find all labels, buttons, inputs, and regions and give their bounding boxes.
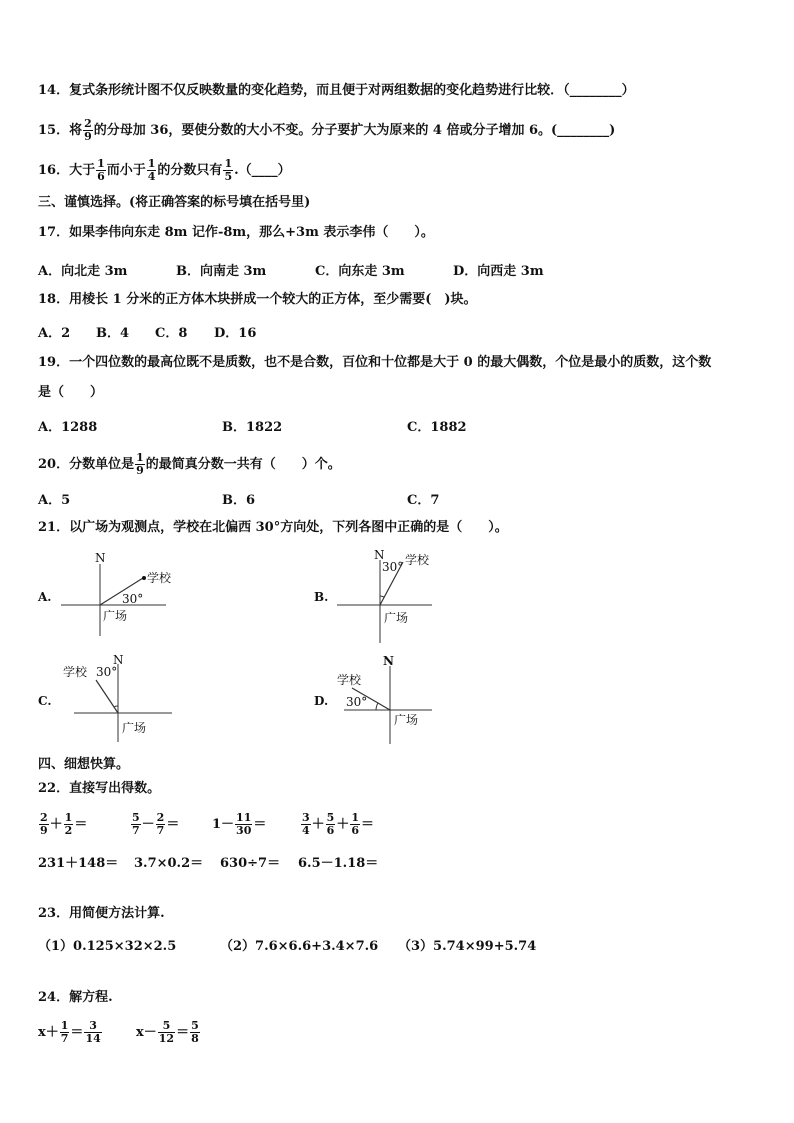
question-16-mid: 而小于 bbox=[106, 163, 146, 178]
q22-calc-3: 630÷7＝ bbox=[220, 856, 281, 871]
figure-d-angle-label: 30° bbox=[346, 695, 368, 709]
figure-c-north-label: N bbox=[113, 653, 124, 667]
question-14 bbox=[38, 82, 635, 100]
q24-eq1-frac-left: $\frac{1}{7}$ bbox=[60, 1019, 69, 1045]
q22-e4-op2: ＋ bbox=[336, 817, 350, 832]
q24-equation-2 bbox=[136, 1020, 201, 1045]
figure-a-diagram bbox=[36, 548, 196, 643]
fraction-1-4: $\frac{1}{4}$ bbox=[147, 157, 156, 183]
q23-item-2: （2）7.6×6.6+3.4×7.6 bbox=[220, 939, 379, 954]
figure-a-letter: A. bbox=[38, 590, 52, 604]
q22-e2-frac-b: $\frac{2}{7}$ bbox=[156, 811, 165, 837]
q17-option-d[interactable]: D．向西走 3m bbox=[453, 264, 544, 279]
q24-eq1-pre: x＋ bbox=[38, 1025, 59, 1040]
q22-e4-op: ＋ bbox=[311, 817, 325, 832]
question-19-stem-line2 bbox=[38, 384, 103, 402]
q19-option-b[interactable]: B．1822 bbox=[222, 420, 283, 435]
section-3-title bbox=[38, 194, 310, 212]
q23-item-3: （3）5.74×99+5.74 bbox=[398, 939, 537, 954]
q22-calc-2: 3.7×0.2＝ bbox=[134, 856, 204, 871]
figure-d-north-label: N bbox=[383, 654, 394, 668]
question-19-stem-line1 bbox=[38, 354, 711, 372]
q24-eq2-eq: ＝ bbox=[176, 1025, 190, 1040]
figure-c[interactable] bbox=[36, 652, 196, 751]
question-18-stem bbox=[38, 291, 477, 309]
question-22-stem-text: 22．直接写出得数。 bbox=[38, 781, 161, 796]
q18-option-d[interactable]: D．16 bbox=[214, 326, 257, 341]
figure-d[interactable] bbox=[312, 652, 472, 751]
figure-c-letter: C. bbox=[38, 694, 52, 708]
figure-d-letter: D. bbox=[314, 694, 329, 708]
q23-item-1: （1）0.125×32×2.5 bbox=[38, 939, 177, 954]
q24-eq1-eq: ＝ bbox=[70, 1025, 84, 1040]
q22-e2-op: － bbox=[141, 817, 155, 832]
q22-e1-eq: ＝ bbox=[74, 817, 88, 832]
figure-d-square-label: 广场 bbox=[394, 713, 419, 727]
q22-e2-eq: ＝ bbox=[166, 817, 180, 832]
figure-b-school-label: 学校 bbox=[405, 553, 430, 567]
question-23-stem bbox=[38, 905, 165, 923]
question-24-stem-text: 24．解方程. bbox=[38, 990, 113, 1005]
question-20-post: 的最简真分数一共有（ ）个。 bbox=[145, 457, 341, 472]
q22-calc-1: 231＋148＝ bbox=[38, 856, 119, 871]
question-24-stem bbox=[38, 989, 113, 1007]
q18-option-c[interactable]: C．8 bbox=[155, 326, 188, 341]
section-4-title bbox=[38, 756, 129, 774]
q22-e1-frac-a: $\frac{2}{9}$ bbox=[40, 811, 48, 837]
question-20-pre: 20．分数单位是 bbox=[38, 457, 135, 472]
q22-e3-eq: ＝ bbox=[253, 817, 267, 832]
question-21-stem-text: 21．以广场为观测点，学校在北偏西 30°方向处，下列各图中正确的是（ ）。 bbox=[38, 520, 508, 535]
figure-b[interactable] bbox=[312, 548, 472, 647]
figure-b-north-label: N bbox=[374, 548, 385, 562]
figure-b-square-label: 广场 bbox=[384, 611, 409, 625]
q22-e3-frac-b: $\frac{11}{30}$ bbox=[236, 811, 252, 837]
question-20-stem bbox=[38, 452, 341, 477]
figure-b-letter: B. bbox=[314, 590, 329, 604]
q19-option-a[interactable]: A．1288 bbox=[38, 420, 98, 435]
q22-e4-frac-c: $\frac{1}{6}$ bbox=[351, 811, 359, 837]
q24-eq2-pre: x－ bbox=[136, 1025, 157, 1040]
q24-eq2-frac-left: $\frac{5}{12}$ bbox=[158, 1019, 175, 1045]
figure-a-north-label: N bbox=[95, 551, 106, 565]
q17-option-c[interactable]: C．向东走 3m bbox=[315, 264, 405, 279]
figure-b-angle-label: 30° bbox=[382, 560, 404, 574]
question-16-mid2: 的分数只有 bbox=[157, 163, 223, 178]
question-17-stem-text: 17．如果李伟向东走 8m 记作-8m，那么+3m 表示李伟（ ）。 bbox=[38, 225, 434, 240]
question-15-pre: 15．将 bbox=[38, 123, 83, 138]
q22-e1-frac-b: $\frac{1}{2}$ bbox=[64, 811, 73, 837]
fraction-1-6: $\frac{1}{6}$ bbox=[97, 157, 105, 183]
figure-d-diagram bbox=[312, 652, 472, 747]
question-18-stem-text: 18．用棱长 1 分米的正方体木块拼成一个较大的正方体，至少需要( )块。 bbox=[38, 292, 477, 307]
q24-eq1-frac-right: $\frac{3}{14}$ bbox=[85, 1019, 101, 1045]
question-16-post: .（____） bbox=[234, 163, 291, 178]
question-21-stem bbox=[38, 519, 508, 537]
q22-expr-2 bbox=[130, 812, 179, 837]
figure-c-diagram bbox=[36, 652, 196, 747]
question-23-stem-text: 23．用简便方法计算. bbox=[38, 906, 165, 921]
q22-expr-3 bbox=[212, 812, 266, 837]
section-4-title-text: 四、细想快算。 bbox=[38, 757, 130, 772]
section-3-title-text: 三、谨慎选择。(将正确答案的标号填在括号里) bbox=[38, 195, 311, 210]
q20-option-a[interactable]: A．5 bbox=[38, 493, 71, 508]
figure-c-school-label: 学校 bbox=[63, 665, 88, 679]
question-15-post: 的分母加 36，要使分数的大小不变。分子要扩大为原来的 4 倍或分子增加 6。(________) bbox=[93, 123, 616, 138]
figure-a-angle-label: 30° bbox=[122, 592, 144, 606]
q22-expr-1 bbox=[38, 812, 87, 837]
q18-option-a[interactable]: A．2 bbox=[38, 326, 71, 341]
figure-a-school-label: 学校 bbox=[147, 571, 172, 585]
q19-option-c[interactable]: C．1882 bbox=[407, 420, 467, 435]
figure-a[interactable] bbox=[36, 548, 196, 647]
q22-expr-4 bbox=[300, 812, 374, 837]
figure-d-school-label: 学校 bbox=[337, 673, 362, 687]
question-15 bbox=[38, 118, 615, 143]
q24-equation-1 bbox=[38, 1020, 103, 1045]
question-19-stem2-text: 是（ ） bbox=[38, 385, 104, 400]
figure-c-square-label: 广场 bbox=[122, 721, 147, 735]
figure-c-angle-label: 30° bbox=[96, 665, 118, 679]
question-19-stem1-text: 19．一个四位数的最高位既不是质数，也不是合数，百位和十位都是大于 0 的最大偶数，个位是最小的质数，这个数 bbox=[38, 355, 712, 370]
q22-e2-frac-a: $\frac{5}{7}$ bbox=[132, 811, 140, 837]
q22-e4-frac-a: $\frac{3}{4}$ bbox=[302, 811, 310, 837]
fraction-1-9: $\frac{1}{9}$ bbox=[136, 451, 144, 477]
figure-b-diagram bbox=[312, 548, 472, 643]
fraction-1-5: $\frac{1}{5}$ bbox=[224, 157, 233, 183]
question-17-stem bbox=[38, 224, 434, 242]
question-22-stem bbox=[38, 780, 160, 798]
figure-a-square-label: 广场 bbox=[103, 609, 128, 623]
question-16-pre: 16．大于 bbox=[38, 163, 96, 178]
q22-e4-frac-b: $\frac{5}{6}$ bbox=[326, 811, 335, 837]
q22-calc-4: 6.5－1.18＝ bbox=[298, 856, 379, 871]
q24-eq2-frac-right: $\frac{5}{8}$ bbox=[191, 1019, 199, 1045]
q20-option-c[interactable]: C．7 bbox=[407, 493, 440, 508]
q17-option-a[interactable]: A．向北走 3m bbox=[38, 264, 128, 279]
question-14-text: 14．复式条形统计图不仅反映数量的变化趋势，而且便于对两组数据的变化趋势进行比较．（________） bbox=[38, 83, 635, 98]
fraction-2-9: $\frac{2}{9}$ bbox=[84, 117, 92, 143]
q17-option-b[interactable]: B．向南走 3m bbox=[176, 264, 267, 279]
q22-e3-lead: 1－ bbox=[212, 817, 235, 832]
q22-e1-op: ＋ bbox=[49, 817, 63, 832]
q22-e4-eq: ＝ bbox=[361, 817, 375, 832]
question-16 bbox=[38, 158, 291, 183]
q20-option-b[interactable]: B．6 bbox=[222, 493, 256, 508]
q18-option-b[interactable]: B．4 bbox=[96, 326, 130, 341]
